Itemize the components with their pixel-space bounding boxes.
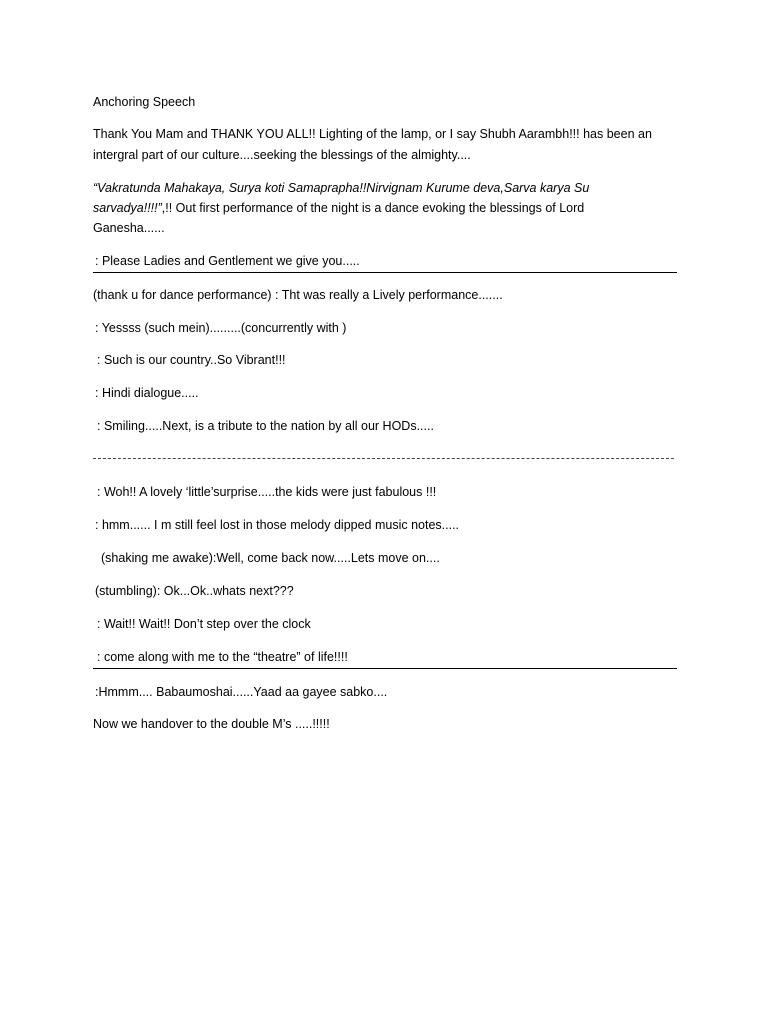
quote-line: “Vakratunda Mahakaya, Surya koti Samaprapha!!Nirvignam Kurume deva,Sarva karya Su bbox=[93, 181, 590, 195]
script-line: (stumbling): Ok...Ok..whats next??? bbox=[95, 584, 294, 598]
script-line: :Hmmm.... Babaumoshai......Yaad aa gayee sabko.... bbox=[95, 685, 388, 699]
quote-line bbox=[93, 198, 584, 218]
script-line: : Such is our country..So Vibrant!!! bbox=[97, 353, 286, 367]
section-divider bbox=[93, 272, 677, 273]
paragraph-line: Thank You Mam and THANK YOU ALL!! Lighting of the lamp, or I say Shubh Aarambh!!! has been an bbox=[93, 127, 652, 141]
quote-line: Ganesha...... bbox=[93, 221, 165, 235]
script-line: Now we handover to the double M’s .....!!!!! bbox=[93, 717, 330, 731]
script-line: : Wait!! Wait!! Don’t step over the clock bbox=[97, 617, 311, 631]
quote-italic-text: sarvadya!!!!” bbox=[93, 201, 162, 215]
dashed-divider bbox=[93, 458, 674, 459]
script-line: (thank u for dance performance) : Tht was really a Lively performance....... bbox=[93, 288, 503, 302]
script-line: : Yessss (such mein).........(concurrently with ) bbox=[95, 321, 347, 335]
script-line: : Woh!! A lovely ‘little’surprise.....the kids were just fabulous !!! bbox=[97, 485, 437, 499]
script-line: (shaking me awake):Well, come back now.....Lets move on.... bbox=[101, 551, 440, 565]
script-line: : Smiling.....Next, is a tribute to the nation by all our HODs..... bbox=[97, 419, 434, 433]
script-line: : hmm...... I m still feel lost in those melody dipped music notes..... bbox=[95, 518, 460, 532]
script-line: : Please Ladies and Gentlement we give you..... bbox=[95, 254, 360, 268]
paragraph-line: intergral part of our culture....seeking the blessings of the almighty.... bbox=[93, 148, 471, 162]
section-divider bbox=[93, 668, 677, 669]
script-line: : Hindi dialogue..... bbox=[95, 386, 199, 400]
script-line: : come along with me to the “theatre” of life!!!! bbox=[97, 650, 348, 664]
quote-rest-text: ,!! Out first performance of the night is a dance evoking the blessings of Lord bbox=[161, 201, 585, 215]
document-title: Anchoring Speech bbox=[93, 95, 196, 109]
